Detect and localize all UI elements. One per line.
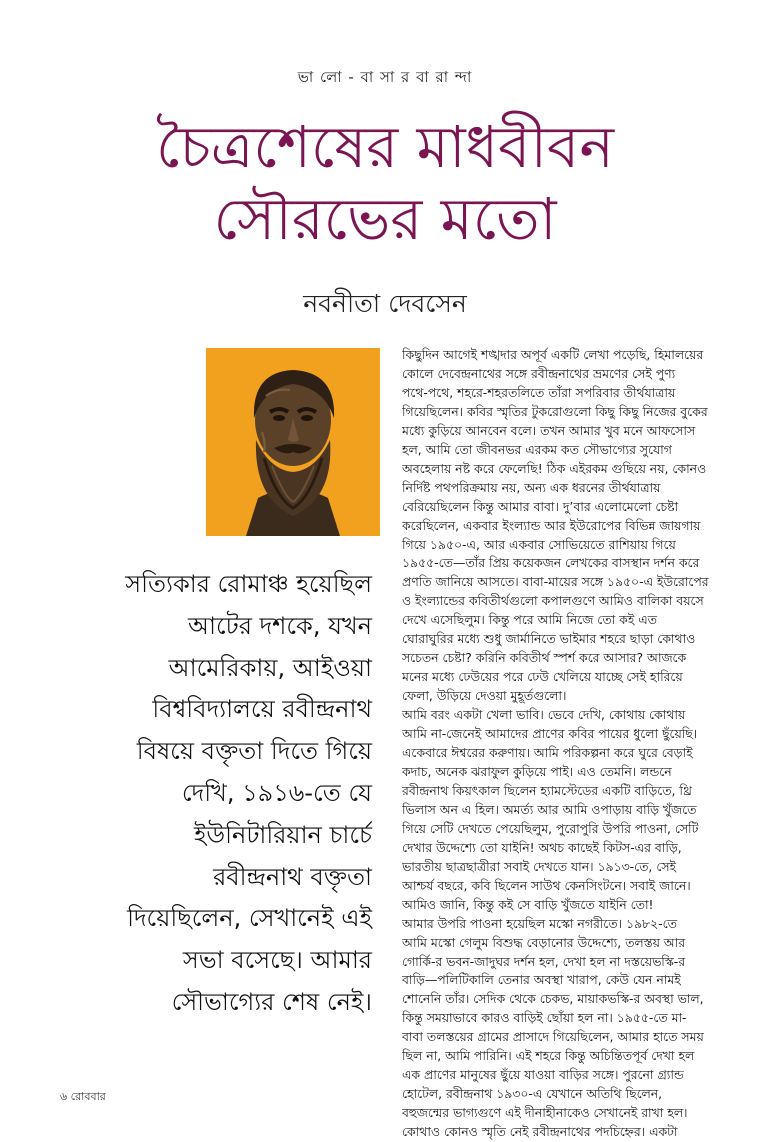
body-line: কিছুদিন আগেই শঙ্খদার অপূর্ব একটি লেখা পড়েছি, হিমালয়ের: [402, 347, 704, 362]
body-line: হল, আমি তো জীবনভর এরকম কত সৌভাগ্যের সুযোগ: [402, 441, 672, 457]
headline-line-1: চৈত্রশেষের মাধবীবন: [156, 113, 614, 181]
body-line: কিন্তু সময়াভাবে কারও বাড়িই ছোঁয়া হল না। ১৯৫৫-তে মা-: [402, 1010, 687, 1026]
pull-quote-line: বিষয়ে বক্তৃতা দিতে গিয়ে: [136, 737, 372, 766]
body-line: বাড়ি—পলিটিকালি তেনার অবস্থা খারাপ, কেউ যেন নামই: [402, 972, 681, 988]
body-line: কদাচ, অনেক ঝরাফুল কুড়িয়ে পাই। এও তেমনি। লন্ডনে: [402, 763, 672, 779]
body-line: নির্দিষ্ট পথপরিক্রমায় নয়, অন্য এক ধরনের তীর্থযাত্রায়: [402, 479, 661, 495]
body-line: একেবারে ঈশ্বরের করুণায়। আমি পরিকল্পনা করে ঘুরে বেড়াই: [402, 745, 693, 761]
body-line: এক প্রাণের মানুষের ছুঁয়ে যাওয়া বাড়ির সঙ্গে। পুরনো গ্র্যান্ড: [402, 1067, 684, 1083]
author-byline: নবনীতা দেবসেন: [303, 289, 467, 318]
body-line: আমি মস্কো গেলুম বিশুদ্ধ বেড়ানোর উদ্দেশ্যে, তলস্তয় আর: [402, 934, 686, 950]
body-line: মনের মধ্যে ঢেউয়ের পরে ঢেউ খেলিয়ে যাচ্ছে সেই হারিয়ে: [402, 669, 683, 685]
body-line: শোনেনি তাঁর। সেদিক থেকে চেকভ, মায়াকভস্কি-র অবস্থা ভাল,: [402, 991, 704, 1007]
body-line: দেখার উদ্দেশ্যে তো যাইনি! অথচ কাছেই কিটস-এর বাড়ি,: [402, 839, 682, 855]
body-line: আমি বরং একটা খেলা ভাবি। ভেবে দেখি, কোথায় কোথায়: [402, 707, 686, 723]
headline-line-2: সৌরভের মতো: [213, 185, 557, 253]
body-line: আমি না-জেনেই আমাদের প্রাণের কবির পায়ের ধুলো ছুঁয়েছি।: [402, 726, 698, 742]
pull-quote-line: ইউনিটারিয়ান চার্চে: [193, 820, 372, 849]
bust-sculpture-icon: [206, 348, 380, 536]
body-line: আমার উপরি পাওনা হয়েছিল মস্কো নগরীতে। ১৯৮২-তে: [402, 915, 677, 931]
body-line: গিয়ে ১৯৫০-এ, আর একবার সোভিয়েতে রাশিয়ায় গিয়ে: [402, 536, 676, 552]
pull-quote-line: রবীন্দ্রনাথ বক্তৃতা: [213, 862, 372, 891]
body-line: ১৯৫৫-তে—তাঁর প্রিয় কয়েকজন লেখকের বাসস্থান দর্শন করে: [402, 555, 700, 571]
pull-quote-line: আটের দশকে, যখন: [188, 611, 372, 640]
pull-quote-line: বিশ্ববিদ্যালয়ে রবীন্দ্রনাথ: [152, 695, 372, 724]
body-line: ছিল না, আমি পারিনি। এই শহরে কিন্তু অচিন্তিতপূর্ব দেখা হল: [402, 1048, 695, 1064]
body-line: ঘোরাঘুরির মধ্যে শুধু জার্মানিতে ভাইমার শহরে ছাড়া কোথাও: [402, 631, 696, 647]
body-line: ফেলা, উড়িয়ে দেওয়া মুহূর্তগুলো।: [402, 688, 567, 704]
pull-quote-line: সভা বসেছে। আমার: [182, 946, 372, 975]
page-folio: ৬ রোববার: [60, 1090, 106, 1103]
body-line: ভারতীয় ছাত্রছাত্রীরা সবাই দেখতে যান। ১৯১৩-তে, সেই: [402, 858, 676, 874]
body-line: কোলে দেবেন্দ্রনাথের সঙ্গে রবীন্দ্রনাথের ভ্রমণের সেই পুণ্য: [402, 365, 676, 381]
pull-quote-line: দেখি, ১৯১৬-তে যে: [181, 778, 372, 807]
pull-quote-line: সত্যিকার রোমাঞ্চ হয়েছিল: [125, 570, 372, 598]
body-line: গোর্কি-র ভবন-জাদুঘর দর্শন হল, দেখা হল না দস্তয়েভস্কি-র: [402, 953, 686, 969]
body-line: দেখে এসেছিলুম। কিন্তু পরে আমি নিজে তো কই এত: [402, 612, 657, 628]
pull-quote-line: দিয়েছিলেন, সেখানেই এই: [127, 904, 372, 933]
article-body: [402, 346, 720, 1142]
body-line: বেরিয়েছিলেন কিন্তু আমার বাবা। দু’বার এলোমেলো চেষ্টা: [402, 498, 679, 514]
body-line: পথে-পথে, শহরে-শহরতলিতে তাঁরা সপরিবার তীর্থযাত্রায়: [402, 384, 676, 400]
body-line: করেছিলেন, একবার ইংল্যান্ড আর ইউরোপের বিভিন্ন জায়গায়: [402, 517, 701, 533]
body-line: ও ইংল্যান্ডের কবিতীর্থগুলো কপালগুণে আমিও বালিকা বয়সে: [402, 593, 704, 609]
body-line: প্রণতি জানিয়ে আসতে। বাবা-মায়ের সঙ্গে ১৯৫০-এ ইউরোপের: [402, 574, 709, 590]
body-line: রবীন্দ্রনাথ কিয়ৎকাল ছিলেন হ্যামস্টেডের একটি বাড়িতে, থ্রি: [402, 782, 692, 798]
body-line: বাবা তলস্তয়ের গ্রামের প্রাসাদে গিয়েছিলেন, আমার হাতে সময়: [402, 1029, 704, 1045]
body-line: আমিও জানি, কিন্তু কই সে বাড়ি খুঁজতে যাইনি তো!: [402, 896, 654, 912]
body-line: আশ্চর্য বছরে, কবি ছিলেন সাউথ কেনসিংটনে। সবাই জানে।: [402, 877, 691, 893]
body-line: গিয়ে সেটি দেখতে পেয়েছিলুম, পুরোপুরি উপরি পাওনা, সেটি: [402, 820, 699, 836]
body-line: সচেতন চেষ্টা? করিনি কবিতীর্থ স্পর্শ করে আসার? আজকে: [402, 650, 687, 666]
body-line: হোটেল, রবীন্দ্রনাথ ১৯৩০-এ যেখানে অতিথি ছিলেন,: [402, 1086, 663, 1102]
body-line: বহুজন্মের ভাগ্যগুণে এই দীনাহীনাকেও সেখানেই রাখা হল।: [402, 1105, 688, 1121]
pull-quote-line: সৌভাগ্যের শেষ নেই।: [171, 987, 372, 1016]
body-line: অবহেলায় নষ্ট করে ফেলেছি! ঠিক এইরকম গুছিয়ে নয়, কোনও: [402, 460, 707, 476]
body-line: কোথাও কোনও স্মৃতি নেই রবীন্দ্রনাথের পদচিহ্নের। একটা: [402, 1124, 678, 1140]
body-line: ভিলাস অন এ হিল। অমর্ত্য আর আমি ওপাড়ায় বাড়ি খুঁজতে: [402, 801, 697, 817]
portrait-image: [206, 348, 380, 536]
body-line: মধ্যে কুড়িয়ে আনবেন বলে। তখন আমার খুব মনে আফসোস: [402, 422, 696, 438]
body-line: গিয়েছিলেন। কবির স্মৃতির টুকরোগুলো কিছু কিছু নিজের বুকের: [402, 403, 708, 419]
section-kicker: ভা লো - বা সা র বা রা ন্দা: [297, 68, 473, 86]
pull-quote-line: আমেরিকায়, আইওয়া: [168, 653, 372, 682]
pull-quote: [52, 564, 372, 1024]
